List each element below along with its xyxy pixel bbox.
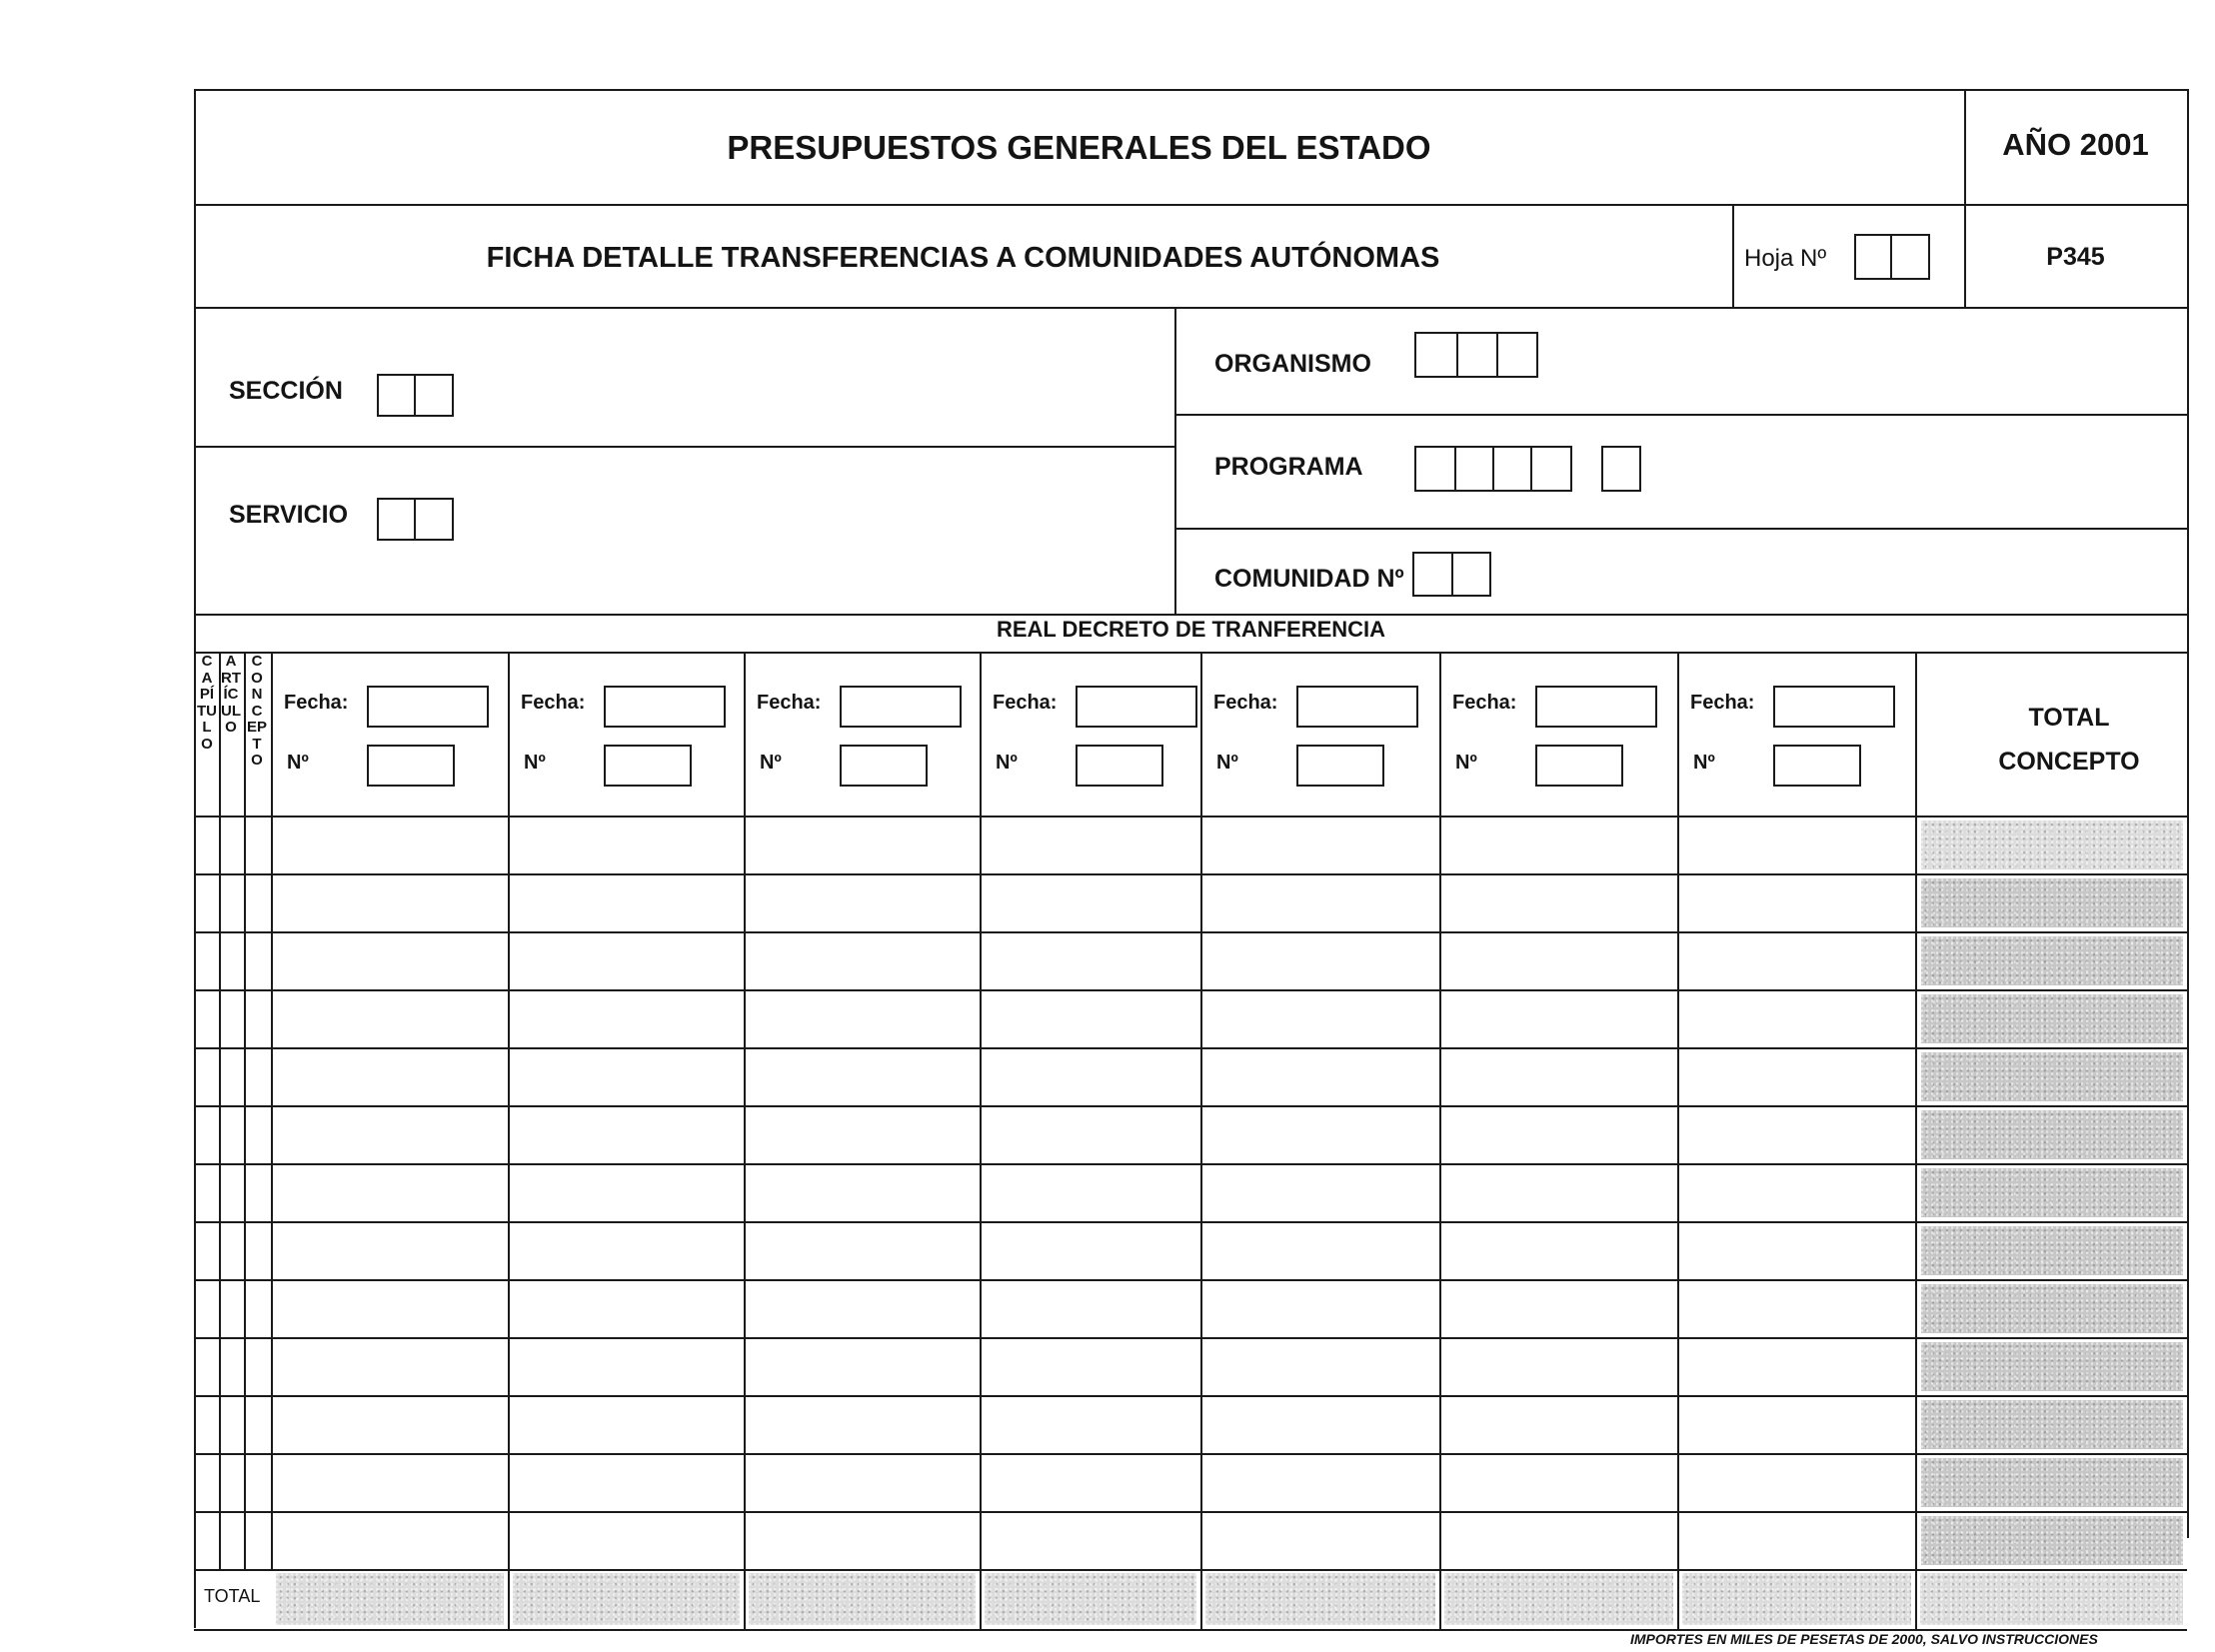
decree-number-label: Nº — [996, 752, 1018, 774]
total-row-cell — [1205, 1573, 1435, 1625]
header-row-divider — [194, 204, 2188, 206]
decree-column-line — [508, 652, 510, 1629]
form-code: P345 — [2046, 243, 2105, 271]
form-subtitle: FICHA DETALLE TRANSFERENCIAS A COMUNIDADES AUTÓNOMAS — [486, 242, 1440, 274]
decree-number-label: Nº — [524, 752, 546, 774]
total-row-cell — [1444, 1573, 1673, 1625]
programa-divider — [1174, 528, 2188, 530]
sheet-number-field[interactable] — [1854, 234, 1930, 280]
decree-date-field[interactable] — [1296, 686, 1418, 728]
decree-number-field[interactable] — [1535, 745, 1623, 787]
decree-date-field[interactable] — [1535, 686, 1657, 728]
decree-column-line — [1677, 652, 1679, 1629]
total-row-cell — [276, 1573, 504, 1625]
programa-field[interactable] — [1414, 446, 1572, 492]
total-concept-header-line1: TOTAL — [2028, 704, 2110, 732]
total-row-cell — [1920, 1573, 2183, 1625]
total-concept-header-line2: CONCEPTO — [1998, 748, 2140, 776]
decree-date-field[interactable] — [840, 686, 962, 728]
total-concept-cell — [1921, 1516, 2183, 1565]
table-row-line — [194, 1453, 2187, 1455]
total-concept-cell — [1921, 1110, 2183, 1159]
articulo-header: ARTÍCULO — [221, 653, 241, 736]
organismo-field[interactable] — [1414, 332, 1538, 378]
digit-divider — [1451, 554, 1453, 595]
sheet-divider — [1732, 204, 1734, 307]
table-bottom-line — [194, 1629, 2187, 1631]
table-row-line — [194, 1047, 2187, 1049]
total-concept-cell — [1921, 936, 2183, 985]
table-header-line — [194, 816, 2187, 818]
code-column-line — [271, 652, 273, 1569]
decree-column-line — [744, 652, 746, 1629]
concepto-header: CONCEPTO — [247, 653, 268, 769]
comunidad-label: COMUNIDAD Nº — [1214, 565, 1404, 593]
decree-number-label: Nº — [1216, 752, 1238, 774]
decree-number-field[interactable] — [367, 745, 455, 787]
sheet-number-label: Hoja Nº — [1744, 245, 1827, 272]
decree-date-label: Fecha: — [1452, 692, 1517, 714]
total-concept-cell — [1921, 878, 2183, 927]
total-concept-cell — [1921, 1052, 2183, 1101]
year-column-divider — [1964, 89, 1966, 307]
servicio-label: SERVICIO — [229, 501, 349, 529]
decree-date-label: Fecha: — [521, 692, 586, 714]
decree-number-field[interactable] — [1296, 745, 1384, 787]
table-row-line — [194, 1163, 2187, 1165]
table-row-line — [194, 1511, 2187, 1513]
decree-column-line — [1439, 652, 1441, 1629]
organismo-divider — [1174, 414, 2188, 416]
table-row-line — [194, 1105, 2187, 1107]
decree-date-label: Fecha: — [1213, 692, 1278, 714]
decree-date-label: Fecha: — [757, 692, 822, 714]
comunidad-field[interactable] — [1412, 552, 1491, 597]
total-concept-cell — [1921, 821, 2183, 869]
seccion-field[interactable] — [377, 374, 454, 417]
total-concept-cell — [1921, 1168, 2183, 1217]
decree-header-line — [194, 652, 2188, 654]
programa-label: PROGRAMA — [1214, 453, 1363, 481]
decree-number-field[interactable] — [1076, 745, 1163, 787]
decree-number-field[interactable] — [1773, 745, 1861, 787]
budget-transfer-form — [191, 89, 2188, 1647]
programa-suffix-field[interactable] — [1601, 446, 1641, 492]
digit-divider — [1492, 448, 1494, 490]
identification-bottom-line — [194, 614, 2188, 616]
border-top — [194, 89, 2188, 91]
decree-date-field[interactable] — [1076, 686, 1197, 728]
total-concept-cell — [1921, 1226, 2183, 1275]
seccion-label: SECCIÓN — [229, 377, 343, 405]
decree-column-line — [1200, 652, 1202, 1629]
digit-divider — [1530, 448, 1532, 490]
total-concept-cell — [1921, 1342, 2183, 1391]
table-row-line — [194, 1395, 2187, 1397]
table-row-line — [194, 931, 2187, 933]
decree-date-label: Fecha: — [993, 692, 1058, 714]
table-row-line — [194, 989, 2187, 991]
footer-note: IMPORTES EN MILES DE PESETAS DE 2000, SALVO INSTRUCCIONES — [1630, 1631, 2098, 1647]
total-concept-cell — [1921, 1458, 2183, 1507]
decree-number-field[interactable] — [840, 745, 928, 787]
total-row-cell — [513, 1573, 740, 1625]
total-concept-cell — [1921, 1400, 2183, 1449]
page-title: PRESUPUESTOS GENERALES DEL ESTADO — [727, 129, 1431, 166]
decree-column-line — [980, 652, 982, 1629]
table-row-line — [194, 873, 2187, 875]
servicio-field[interactable] — [377, 498, 454, 541]
total-concept-cell — [1921, 994, 2183, 1043]
decree-number-label: Nº — [1455, 752, 1477, 774]
digit-divider — [1456, 334, 1458, 376]
seccion-divider — [194, 446, 1174, 448]
code-column-line — [244, 652, 246, 1569]
border-left — [194, 89, 196, 1628]
digit-divider — [414, 376, 416, 415]
decree-date-field[interactable] — [367, 686, 489, 728]
decree-date-field[interactable] — [1773, 686, 1895, 728]
decree-number-label: Nº — [1693, 752, 1715, 774]
decree-column-line — [1915, 652, 1917, 1629]
table-row-line — [194, 1337, 2187, 1339]
year-label: AÑO 2001 — [2002, 127, 2149, 162]
identification-divider — [1174, 307, 1176, 614]
decree-header: REAL DECRETO DE TRANFERENCIA — [996, 617, 1386, 642]
total-row-label: TOTAL — [204, 1586, 261, 1606]
total-row-cell — [749, 1573, 976, 1625]
decree-date-field[interactable] — [604, 686, 726, 728]
total-concept-cell — [1921, 1284, 2183, 1333]
table-row-line — [194, 1569, 2187, 1571]
digit-divider — [1890, 236, 1892, 278]
decree-date-label: Fecha: — [284, 692, 349, 714]
total-row-cell — [985, 1573, 1196, 1625]
header-bottom-line — [194, 307, 2188, 309]
table-row-line — [194, 1279, 2187, 1281]
decree-date-label: Fecha: — [1690, 692, 1755, 714]
capitulo-header: CAPÍTULO — [197, 653, 217, 753]
total-row-cell — [1682, 1573, 1911, 1625]
digit-divider — [414, 500, 416, 539]
decree-number-field[interactable] — [604, 745, 692, 787]
digit-divider — [1496, 334, 1498, 376]
organismo-label: ORGANISMO — [1214, 350, 1371, 378]
digit-divider — [1454, 448, 1456, 490]
code-column-line — [219, 652, 221, 1569]
table-row-line — [194, 1221, 2187, 1223]
decree-number-label: Nº — [287, 752, 309, 774]
decree-number-label: Nº — [760, 752, 782, 774]
